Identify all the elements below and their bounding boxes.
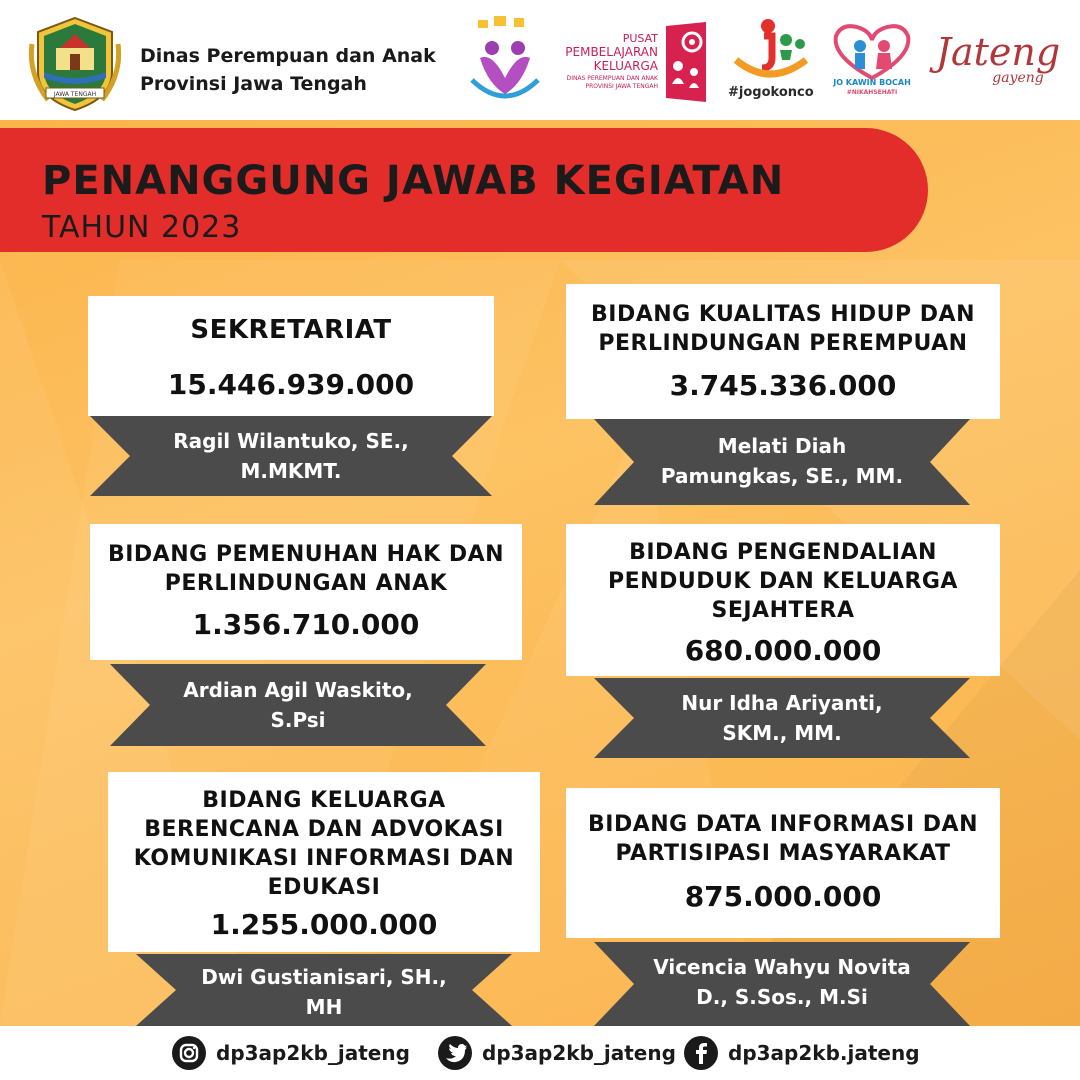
instagram-handle: dp3ap2kb_jateng — [216, 1041, 410, 1065]
card-title — [108, 786, 540, 902]
card-amount: 1.255.000.000 — [210, 908, 438, 941]
page-title: PENANGGUNG JAWAB KEGIATAN — [42, 158, 785, 204]
card-title-line: SEJAHTERA — [711, 598, 855, 623]
card-amount: 875.000.000 — [684, 880, 882, 913]
card-amount: 3.745.336.000 — [669, 369, 897, 402]
card-amount: 1.356.710.000 — [192, 608, 420, 641]
instagram-icon — [172, 1036, 206, 1070]
ribbon-pemenuhan-hak — [110, 664, 486, 746]
card-title — [566, 300, 1000, 358]
person-line: Dwi Gustianisari, SH., — [201, 965, 447, 989]
card-title-line: BIDANG KUALITAS HIDUP DAN — [591, 302, 975, 327]
person-line: SKM., MM. — [722, 721, 842, 745]
emblem-label: JAWA TENGAH — [53, 91, 97, 98]
card-title-line: BIDANG KELUARGA — [202, 788, 446, 813]
puspa-logo-icon — [468, 14, 542, 106]
card-title-line: BIDANG PENGENDALIAN — [629, 540, 937, 565]
page-subtitle: TAHUN 2023 — [42, 210, 242, 245]
agency-name — [140, 42, 436, 98]
card-title-line: SEKRETARIAT — [190, 315, 392, 345]
card-title-line: PARTISIPASI MASYARAKAT — [615, 841, 951, 866]
jo-kawin-bocah-heart-icon — [826, 22, 918, 80]
ppk-line5: PROVINSI JAWA TENGAH — [585, 83, 658, 90]
card-sekretariat — [88, 296, 494, 416]
jo-kawin-bocah-label: JO KAWIN BOCAH — [833, 78, 911, 87]
card-title-line: PERLINDUNGAN ANAK — [164, 571, 448, 596]
jogokonco-figures-icon — [728, 18, 812, 82]
card-title-line: PENDUDUK DAN KELUARGA — [608, 569, 958, 594]
ribbon-keluarga-berencana — [136, 954, 512, 1026]
agency-name-line2: Provinsi Jawa Tengah — [140, 73, 367, 95]
card-amount: 680.000.000 — [684, 634, 882, 667]
header — [0, 0, 1080, 120]
twitter-link[interactable] — [438, 1026, 676, 1080]
person-line: Melati Diah — [717, 434, 847, 458]
jateng-gayeng-logo — [928, 30, 1068, 96]
facebook-handle: dp3ap2kb.jateng — [728, 1041, 920, 1065]
card-amount: 15.446.939.000 — [167, 368, 415, 401]
person-in-charge — [110, 675, 486, 735]
card-title — [566, 538, 1000, 625]
ppk-line2: PEMBELAJARAN — [565, 45, 658, 59]
ppk-line4: DINAS PEREMPUAN DAN ANAK — [566, 75, 658, 82]
card-title — [88, 316, 494, 345]
jateng-wordmark: Jateng — [935, 30, 1061, 74]
card-title-line: BIDANG DATA INFORMASI DAN — [587, 812, 978, 837]
twitter-icon — [438, 1036, 472, 1070]
main-panel — [0, 120, 1080, 1026]
card-pemenuhan-hak — [90, 524, 522, 660]
pusat-pembelajaran-keluarga-logo — [560, 22, 710, 102]
person-line: D., S.Sos., M.Si — [696, 985, 868, 1009]
card-title — [566, 810, 1000, 868]
facebook-link[interactable] — [684, 1026, 920, 1080]
person-in-charge — [594, 952, 970, 1012]
card-title-line: PERLINDUNGAN PEREMPUAN — [598, 331, 968, 356]
agency-name-line1: Dinas Perempuan dan Anak — [140, 45, 436, 67]
card-kualitas-hidup — [566, 284, 1000, 419]
person-line: Pamungkas, SE., MM. — [660, 464, 904, 488]
person-line: Nur Idha Ariyanti, — [681, 691, 883, 715]
card-title-line: EDUKASI — [267, 875, 381, 900]
person-line: M.MKMT. — [240, 459, 342, 483]
card-keluarga-berencana — [108, 772, 540, 952]
person-in-charge — [594, 431, 970, 491]
ribbon-pengendalian-penduduk — [594, 678, 970, 758]
instagram-link[interactable] — [172, 1026, 410, 1080]
person-in-charge — [90, 426, 492, 486]
title-banner — [0, 128, 928, 252]
twitter-handle: dp3ap2kb_jateng — [482, 1041, 676, 1065]
jateng-tagline: gayeng — [992, 70, 1044, 86]
ribbon-kualitas-hidup — [594, 419, 970, 505]
person-line: Vicencia Wahyu Novita — [653, 955, 911, 979]
person-line: Ragil Wilantuko, SE., — [173, 429, 409, 453]
person-in-charge — [136, 962, 512, 1022]
facebook-icon — [684, 1036, 718, 1070]
ppk-family-icon — [662, 22, 710, 102]
card-title-line: BIDANG PEMENUHAN HAK DAN — [107, 542, 505, 567]
jo-kawin-bocah-hashtag: #NIKAHSEHATI — [846, 89, 898, 96]
jo-kawin-bocah-logo — [826, 22, 918, 102]
footer-social-links — [0, 1026, 1080, 1080]
jogokonco-logo — [728, 18, 812, 104]
person-line: Ardian Agil Waskito, — [183, 678, 413, 702]
card-title-line: KOMUNIKASI INFORMASI DAN — [133, 846, 515, 871]
central-java-emblem-icon — [26, 14, 124, 114]
ribbon-data-informasi — [594, 942, 970, 1026]
card-data-informasi — [566, 788, 1000, 938]
ppk-line1: PUSAT — [622, 32, 658, 45]
ppk-line3: KELUARGA — [593, 59, 658, 73]
card-title — [90, 540, 522, 598]
jogokonco-label: #jogokonco — [728, 85, 814, 100]
person-line: S.Psi — [270, 708, 326, 732]
card-pengendalian-penduduk — [566, 524, 1000, 676]
ribbon-sekretariat — [90, 416, 492, 496]
card-title-line: BERENCANA DAN ADVOKASI — [144, 817, 504, 842]
person-in-charge — [594, 688, 970, 748]
person-line: MH — [305, 995, 343, 1019]
